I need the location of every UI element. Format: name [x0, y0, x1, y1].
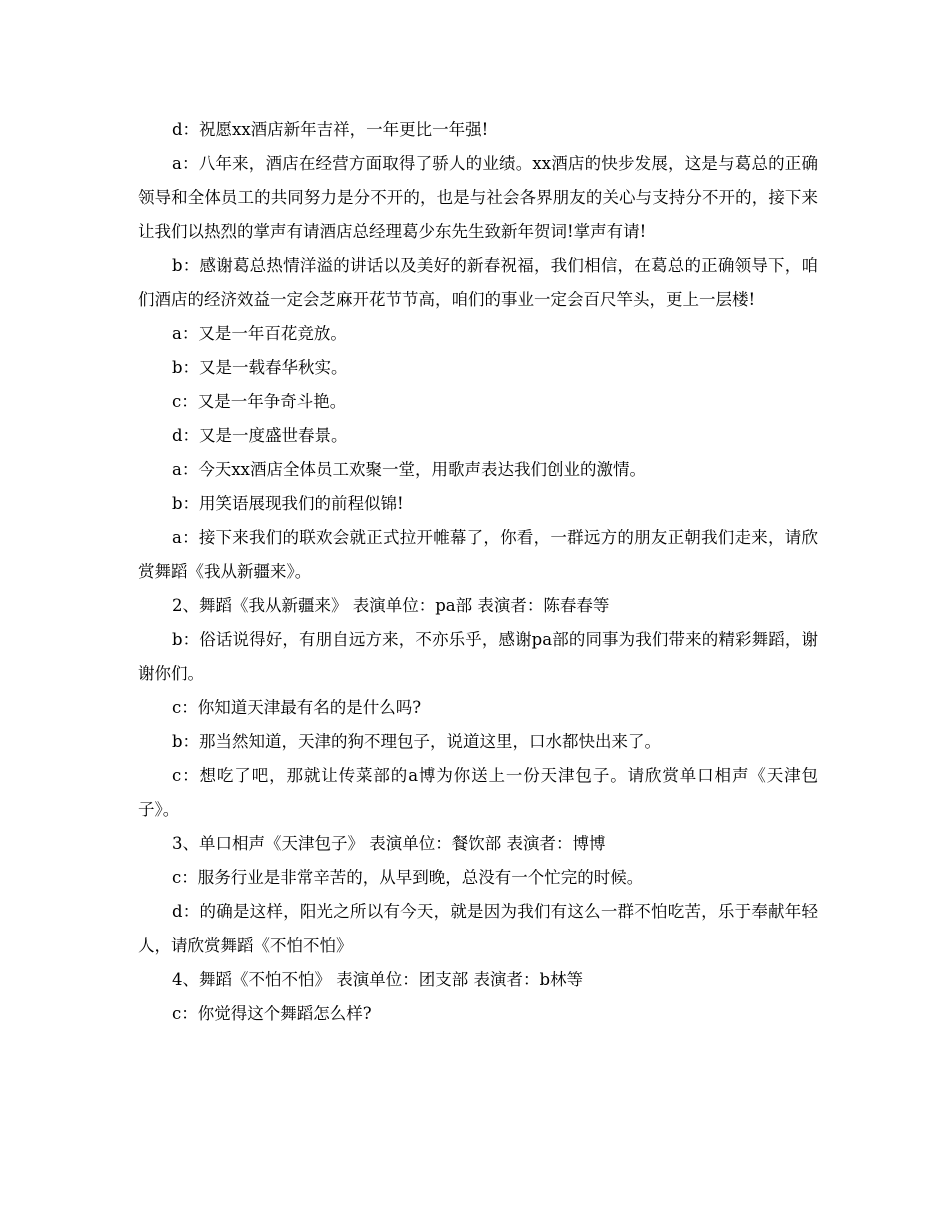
paragraph-6: c：又是一年争奇斗艳。 [172, 392, 347, 411]
paragraph-2: a：八年来，酒店在经营方面取得了骄人的业绩。xx酒店的快步发展，这是与葛总的正确领导和全体员工的共同努力是分不开的，也是与社会各界朋友的关心与支持分不开的，接下来让我们以热烈的掌声有请酒店总经理葛少东先生致新年贺词!掌声有请! [138, 154, 818, 241]
paragraph-3: b：感谢葛总热情洋溢的讲话以及美好的新春祝福，我们相信，在葛总的正确领导下，咱们酒店的经济效益一定会芝麻开花节节高，咱们的事业一定会百尺竿头，更上一层楼! [138, 256, 818, 309]
paragraph-10: a：接下来我们的联欢会就正式拉开帷幕了，你看，一群远方的朋友正朝我们走来，请欣赏舞蹈《我从新疆来》。 [138, 528, 818, 581]
paragraph-15: c：想吃了吧，那就让传菜部的a博为你送上一份天津包子。请欣赏单口相声《天津包子》。 [138, 766, 818, 819]
program-item-3: 3、单口相声《天津包子》 表演单位：餐饮部 表演者：博博 [172, 834, 606, 853]
paragraph-14: b：那当然知道，天津的狗不理包子，说道这里，口水都快出来了。 [172, 732, 662, 751]
paragraph-9: b：用笑语展现我们的前程似锦! [172, 494, 404, 513]
program-item-4: 4、舞蹈《不怕不怕》 表演单位：团支部 表演者：b林等 [172, 970, 584, 989]
paragraph-8: a：今天xx酒店全体员工欢聚一堂，用歌声表达我们创业的激情。 [172, 460, 646, 479]
paragraph-5: b：又是一载春华秋实。 [172, 358, 348, 377]
paragraph-7: d：又是一度盛世春景。 [172, 426, 348, 445]
program-item-2: 2、舞蹈《我从新疆来》 表演单位：pa部 表演者：陈春春等 [172, 596, 610, 615]
paragraph-20: c：你觉得这个舞蹈怎么样? [172, 1004, 372, 1023]
paragraph-18: d：的确是这样，阳光之所以有今天，就是因为我们有这么一群不怕吃苦，乐于奉献年轻人，请欣赏舞蹈《不怕不怕》 [138, 902, 818, 955]
paragraph-4: a：又是一年百花竞放。 [172, 324, 347, 343]
paragraph-17: c：服务行业是非常辛苦的，从早到晚，总没有一个忙完的时候。 [172, 868, 644, 887]
paragraph-1: d：祝愿xx酒店新年吉祥，一年更比一年强! [172, 120, 489, 139]
paragraph-12: b：俗话说得好，有朋自远方来，不亦乐乎，感谢pa部的同事为我们带来的精彩舞蹈，谢谢你们。 [138, 630, 818, 683]
paragraph-13: c：你知道天津最有名的是什么吗? [172, 698, 422, 717]
document-body [138, 113, 818, 1031]
